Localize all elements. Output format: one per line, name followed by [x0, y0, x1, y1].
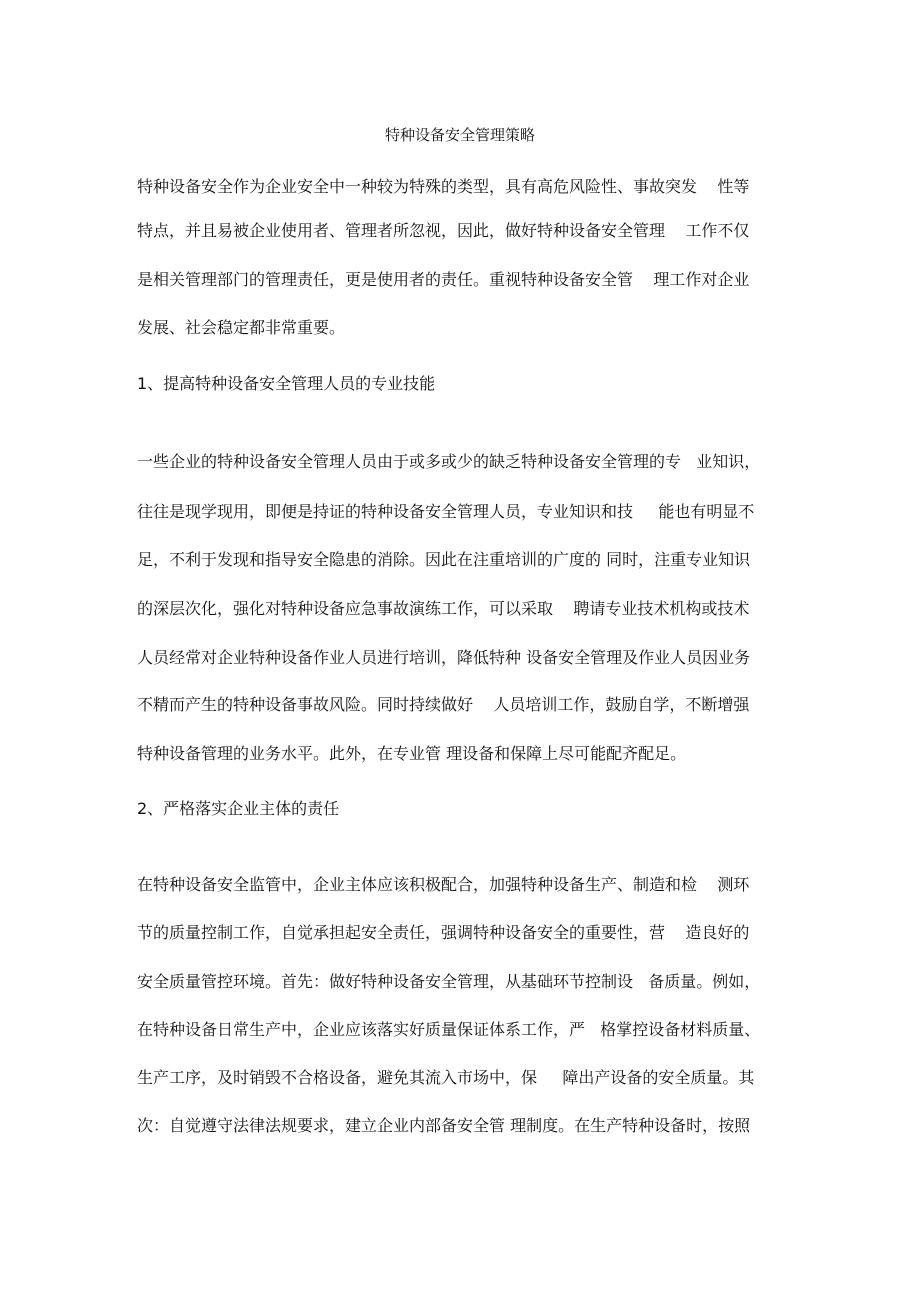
section-2-line-2: 节的质量控制工作，自觉承担起安全责任，强调特种设备安全的重要性，营 造良好的 [137, 923, 750, 942]
section-1-line-1: 一些企业的特种设备安全管理人员由于或多或少的缺乏特种设备安全管理的专 业知识， [137, 452, 761, 471]
section-1-line-5: 人员经常对企业特种设备作业人员进行培训，降低特种 设备安全管理及作业人员因业务 [137, 648, 751, 667]
section-1-line-4: 的深层次化，强化对特种设备应急事故演练工作，可以采取 聘请专业技术机构或技术 [137, 599, 750, 618]
section-2-line-4: 在特种设备日常生产中，企业应该落实好质量保证体系工作，严 格掌控设备材料质量、 [137, 1020, 761, 1039]
section-1-line-7: 特种设备管理的业务水平。此外，在专业管 理设备和保障上尽可能配齐配足。 [137, 744, 687, 763]
section-2-heading: 2、严格落实企业主体的责任 [137, 799, 340, 818]
section-1-line-2: 往往是现学现用，即便是持证的特种设备安全管理人员，专业知识和技 能也有明显不 [137, 502, 755, 521]
section-2-line-6: 次：自觉遵守法律法规要求，建立企业内部备安全管 理制度。在生产特种设备时，按照 [137, 1116, 751, 1135]
section-2-line-1: 在特种设备安全监管中，企业主体应该积极配合，加强特种设备生产、制造和检 测环 [137, 875, 750, 894]
section-2-line-3: 安全质量管控环境。首先：做好特种设备安全管理，从基础环节控制设 备质量。例如， [137, 972, 761, 991]
document-title: 特种设备安全管理策略 [384, 126, 535, 144]
section-1-heading: 1、提高特种设备安全管理人员的专业技能 [137, 374, 436, 393]
section-2-line-5: 生产工序，及时销毁不合格设备，避免其流入市场中，保 障出产设备的安全质量。其 [137, 1068, 755, 1087]
section-1-line-6: 不精而产生的特种设备事故风险。同时持续做好 人员培训工作，鼓励自学，不断增强 [137, 695, 750, 714]
intro-line-4: 发展、社会稳定都非常重要。 [137, 318, 346, 337]
intro-line-3: 是相关管理部门的管理责任，更是使用者的责任。重视特种设备安全管 理工作对企业 [137, 270, 750, 289]
section-1-line-3: 足，不利于发现和指导安全隐患的消除。因此在注重培训的广度的 同时，注重专业知识 [137, 550, 751, 569]
intro-line-1: 特种设备安全作为企业安全中一种较为特殊的类型，具有高危风险性、事故突发 性等 [137, 177, 750, 196]
intro-line-2: 特点，并且易被企业使用者、管理者所忽视，因此，做好特种设备安全管理 工作不仅 [137, 221, 750, 240]
